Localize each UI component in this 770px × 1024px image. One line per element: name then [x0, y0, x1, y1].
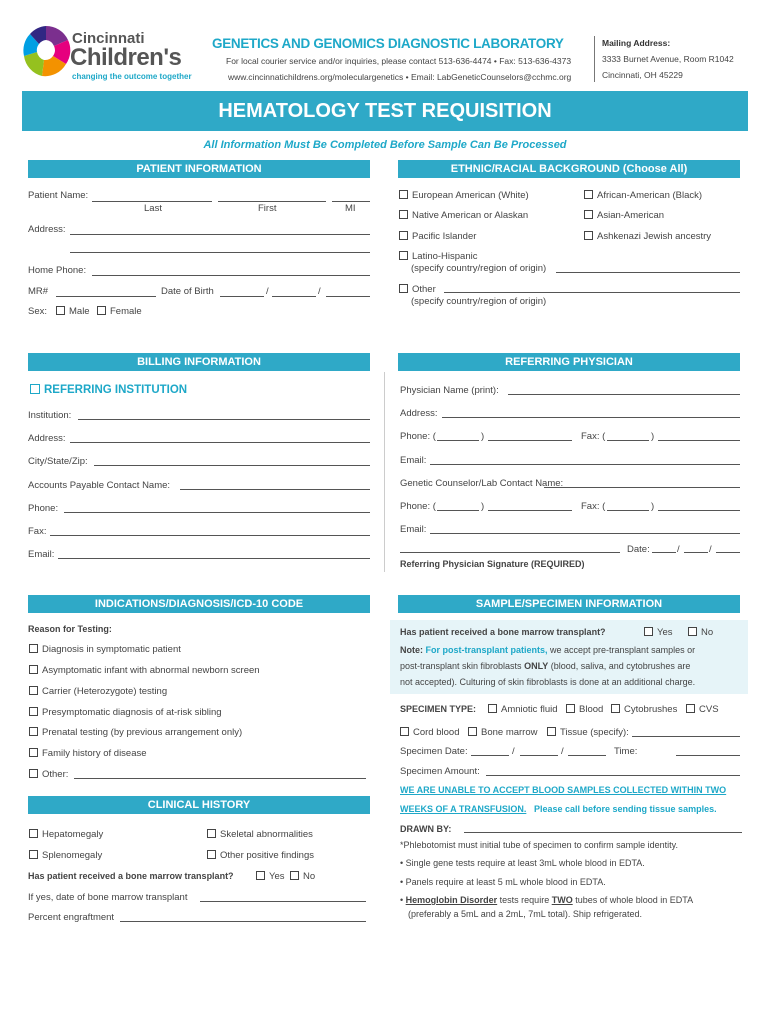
page-title: HEMATOLOGY TEST REQUISITION [218, 100, 552, 122]
female-option[interactable] [97, 306, 142, 317]
physician-phone-label: Phone: ( [400, 431, 436, 442]
type-cord[interactable] [400, 727, 459, 738]
gc-label: Genetic Counselor/Lab Contact Name: [400, 478, 564, 489]
lab-name: GENETICS AND GENOMICS DIAGNOSTIC LABORATORY [212, 36, 564, 51]
checkbox[interactable] [207, 829, 216, 838]
male-option[interactable] [56, 306, 90, 317]
option-label: Latino-Hispanic [412, 251, 478, 262]
checkbox[interactable] [584, 231, 593, 240]
two-emphasis: TWO [551, 895, 573, 905]
physician-phone-field[interactable] [488, 440, 572, 441]
indication-option-family[interactable] [29, 748, 147, 759]
ethnic-option-african[interactable] [584, 190, 702, 201]
note-text: post-transplant skin fibroblasts [400, 661, 525, 671]
billing-phone-label: Phone: [28, 503, 59, 514]
logo [20, 22, 200, 84]
indication-option-prenatal[interactable] [29, 727, 242, 738]
checkbox[interactable] [399, 284, 408, 293]
specimen-bmt-yes[interactable] [644, 627, 673, 638]
type-cytobrushes[interactable] [611, 704, 677, 715]
sig-date-day[interactable] [684, 552, 708, 553]
physician-header [398, 353, 740, 371]
type-amniotic[interactable] [488, 704, 558, 715]
checkbox[interactable] [29, 707, 38, 716]
ethnic-option-native[interactable] [399, 210, 528, 221]
dob-day-field[interactable] [272, 296, 316, 297]
indication-option-other[interactable] [29, 769, 68, 780]
option-label: Carrier (Heterozygote) testing [42, 686, 168, 697]
physician-fax-label: Fax: ( [581, 431, 606, 442]
checkbox[interactable] [399, 190, 408, 199]
referring-institution-checkbox[interactable] [30, 384, 40, 394]
logo-tagline: changing the outcome together [72, 72, 192, 81]
checkbox[interactable] [207, 850, 216, 859]
title-banner [22, 91, 748, 131]
dob-slash-2: / [318, 286, 321, 297]
billing-fax-label: Fax: [28, 526, 47, 537]
bullet-hemoglobin-cont: (preferably a 5mL and a 2mL, 7mL total). Ship refrigerated. [408, 909, 642, 919]
ethnic-option-asian[interactable] [584, 210, 664, 221]
phlebotomist-note: *Phlebotomist must initial tube of specimen to confirm sample identity. [400, 840, 678, 850]
logo-mark-icon [20, 22, 72, 80]
option-label: Other [412, 284, 436, 295]
option-label: European American (White) [412, 190, 529, 201]
gc-phone-area[interactable] [437, 510, 479, 511]
note-prefix: Note: [400, 645, 426, 655]
other-findings-option[interactable] [207, 850, 314, 861]
ethnic-header [398, 160, 740, 178]
gc-fax-area[interactable] [607, 510, 649, 511]
phone-paren: ) [481, 431, 485, 442]
checkbox[interactable] [399, 251, 408, 260]
option-label: Diagnosis in symptomatic patient [42, 644, 181, 655]
first-name-field[interactable] [218, 201, 326, 202]
physician-fax-field[interactable] [658, 440, 740, 441]
checkbox[interactable] [547, 727, 556, 736]
note-line2 [400, 661, 690, 671]
physician-fax-area[interactable] [607, 440, 649, 441]
patient-info-header [28, 160, 370, 178]
physician-address-field[interactable] [442, 417, 740, 418]
checkbox[interactable] [584, 190, 593, 199]
billing-institution-label: Institution: [28, 410, 72, 421]
bmt-date-field[interactable] [200, 901, 366, 902]
transfusion-warning-1: WE ARE UNABLE TO ACCEPT BLOOD SAMPLES COLLECTED WITHIN TWO [400, 785, 727, 795]
bullet-text: Single gene tests require at least 3mL whole blood in EDTA. [405, 858, 645, 868]
date-label: Date: [627, 544, 650, 555]
note-text: we accept pre-transplant samples or [547, 645, 696, 655]
ethnic-option-latino[interactable] [399, 251, 477, 262]
checkbox[interactable] [688, 627, 697, 636]
last-name-field[interactable] [92, 201, 212, 202]
mr-field[interactable] [56, 296, 156, 297]
option-label: Asian-American [597, 210, 665, 221]
gc-fax-field[interactable] [658, 510, 740, 511]
hemoglobin-disorder: Hemoglobin Disorder [405, 895, 498, 905]
female-label: Female [110, 306, 142, 317]
option-label: No [701, 627, 714, 638]
option-label: Pacific Islander [412, 231, 477, 242]
billing-address-field[interactable] [70, 442, 370, 443]
indications-title: INDICATIONS/DIAGNOSIS/ICD-10 CODE [94, 598, 304, 610]
bullet-panels: • Panels require at least 5 mL whole blood in EDTA. [400, 877, 606, 887]
last-caption: Last [144, 203, 162, 214]
specimen-time-field[interactable] [676, 755, 740, 756]
checkbox[interactable] [29, 686, 38, 695]
checkbox[interactable] [488, 704, 497, 713]
option-label: Blood [579, 704, 604, 715]
checkbox[interactable] [584, 210, 593, 219]
specimen-title: SAMPLE/SPECIMEN INFORMATION [475, 598, 663, 610]
indication-option-newborn[interactable] [29, 665, 260, 676]
billing-address-label: Address: [28, 433, 66, 444]
specimen-type-label: SPECIMEN TYPE: [400, 704, 477, 714]
logo-line2: Children's [70, 44, 182, 71]
checkbox[interactable] [644, 627, 653, 636]
billing-email-label: Email: [28, 549, 55, 560]
checkbox[interactable] [399, 231, 408, 240]
address-label: Address: [28, 224, 66, 235]
logo-line1: Cincinnati [72, 30, 145, 47]
indication-option-symptomatic[interactable] [29, 644, 181, 655]
dob-year-field[interactable] [326, 296, 370, 297]
billing-fax-field[interactable] [50, 535, 370, 536]
hepatomegaly-option[interactable] [29, 829, 103, 840]
physician-email-label: Email: [400, 455, 427, 466]
specimen-date-day[interactable] [520, 755, 558, 756]
gc-email-label: Email: [400, 524, 427, 535]
checkbox[interactable] [256, 871, 265, 880]
option-label: Other positive findings [220, 850, 314, 861]
gc-phone-label: Phone: ( [400, 501, 436, 512]
checkbox[interactable] [686, 704, 695, 713]
sex-label: Sex: [28, 306, 48, 317]
spec-slash: / [512, 746, 515, 757]
option-label: Amniotic fluid [501, 704, 558, 715]
specimen-header [398, 595, 740, 613]
splenomegaly-option[interactable] [29, 850, 102, 861]
indication-other-field[interactable] [74, 778, 366, 779]
contact-line1: For local courier service and/or inquiries, please contact 513-636-4474 • Fax: 513-636-4373 [226, 56, 572, 66]
checkbox[interactable] [566, 704, 575, 713]
address-field-2[interactable] [70, 252, 370, 253]
ethnic-option-ashkenazi[interactable] [584, 231, 711, 242]
mail-line2: Cincinnati, OH 45229 [602, 70, 683, 80]
signature-caption: Referring Physician Signature (REQUIRED) [400, 559, 585, 569]
referring-institution-label: REFERRING INSTITUTION [44, 384, 188, 396]
latino-origin-field[interactable] [556, 272, 740, 273]
home-phone-label: Home Phone: [28, 265, 87, 276]
physician-divider [384, 372, 385, 572]
specimen-date-month[interactable] [471, 755, 509, 756]
note-text: (blood, saliva, and cytobrushes are [548, 661, 691, 671]
mi-caption: MI [345, 203, 356, 214]
drawn-by-field[interactable] [464, 832, 742, 833]
fax-paren: ) [651, 431, 655, 442]
note-line1 [400, 645, 695, 655]
sig-slash: / [677, 544, 680, 555]
drawn-by-label: DRAWN BY: [400, 824, 452, 834]
specimen-time-label: Time: [614, 746, 638, 757]
option-label: Cord blood [413, 727, 460, 738]
option-label: Asymptomatic infant with abnormal newborn screen [42, 665, 260, 676]
option-label: Family history of disease [42, 748, 147, 759]
note-highlight: For post-transplant patients, [425, 645, 548, 655]
dob-label: Date of Birth [161, 286, 214, 297]
clinical-header [28, 796, 370, 814]
option-label: Splenomegaly [42, 850, 103, 861]
option-label: African-American (Black) [597, 190, 703, 201]
referring-institution-option[interactable] [30, 384, 187, 396]
mr-label: MR# [28, 286, 49, 297]
ethnic-option-other[interactable] [399, 284, 436, 295]
checkbox[interactable] [29, 850, 38, 859]
physician-email-field[interactable] [430, 464, 740, 465]
subtitle: All Information Must Be Completed Before Sample Can Be Processed [203, 139, 567, 151]
physician-name-field[interactable] [508, 394, 740, 395]
note-only: ONLY [524, 661, 549, 671]
dob-slash: / [266, 286, 269, 297]
male-checkbox[interactable] [56, 306, 65, 315]
checkbox[interactable] [29, 748, 38, 757]
gc-field[interactable] [544, 487, 740, 488]
option-label: Ashkenazi Jewish ancestry [597, 231, 712, 242]
bmt-date-label: If yes, date of bone marrow transplant [28, 892, 188, 903]
physician-name-label: Physician Name (print): [400, 385, 499, 396]
dob-month-field[interactable] [220, 296, 264, 297]
specimen-amount-label: Specimen Amount: [400, 766, 480, 777]
reason-label: Reason for Testing: [28, 624, 112, 634]
billing-city-field[interactable] [94, 465, 370, 466]
option-label: Yes [269, 871, 285, 882]
clinical-title: CLINICAL HISTORY [147, 799, 251, 811]
type-cvs[interactable] [686, 704, 719, 715]
indications-header [28, 595, 370, 613]
checkbox[interactable] [290, 871, 299, 880]
option-label: Bone marrow [481, 727, 538, 738]
bullet-single-gene: • Single gene tests require at least 3mL whole blood in EDTA. [400, 858, 645, 868]
engraftment-field[interactable] [120, 921, 366, 922]
header-divider [594, 36, 595, 82]
patient-name-label: Patient Name: [28, 190, 89, 201]
physician-address-label: Address: [400, 408, 438, 419]
female-checkbox[interactable] [97, 306, 106, 315]
option-label: Yes [657, 627, 673, 638]
patient-info-title: PATIENT INFORMATION [136, 163, 262, 175]
mail-line1: 3333 Burnet Avenue, Room R1042 [602, 54, 734, 64]
indication-option-carrier[interactable] [29, 686, 167, 697]
physician-title: REFERRING PHYSICIAN [505, 356, 633, 368]
checkbox[interactable] [29, 644, 38, 653]
billing-ap-contact-label: Accounts Payable Contact Name: [28, 480, 171, 491]
bullet-text: tubes of whole blood in EDTA [572, 895, 694, 905]
specimen-date-label: Specimen Date: [400, 746, 468, 757]
address-field-1[interactable] [70, 234, 370, 235]
clinical-bmt-question: Has patient received a bone marrow transplant? [28, 871, 234, 881]
specimen-amount-field[interactable] [486, 775, 740, 776]
checkbox[interactable] [400, 727, 409, 736]
other-origin-field[interactable] [444, 292, 740, 293]
specimen-date-year[interactable] [568, 755, 606, 756]
type-tissue[interactable] [547, 727, 629, 738]
ethnic-option-european[interactable] [399, 190, 529, 201]
billing-city-label: City/State/Zip: [28, 456, 88, 467]
option-label: Presymptomatic diagnosis of at-risk sibling [42, 707, 222, 718]
ethnic-title: ETHNIC/RACIAL BACKGROUND (Choose All) [450, 163, 688, 175]
transfusion-warning-2: WEEKS OF A TRANSFUSION. [400, 804, 527, 814]
checkbox[interactable] [29, 665, 38, 674]
fax-paren-2: ) [651, 501, 655, 512]
ethnic-option-pacific[interactable] [399, 231, 476, 242]
specimen-bmt-no[interactable] [688, 627, 713, 638]
note-line3: not accepted). Culturing of skin fibroblasts is done at an additional charge. [400, 677, 696, 687]
sig-date-month[interactable] [652, 552, 676, 553]
tissue-field[interactable] [632, 736, 740, 737]
option-label: Tissue (specify): [560, 727, 629, 738]
indication-option-presymptomatic[interactable] [29, 707, 222, 718]
latino-sub: (specify country/region of origin) [411, 263, 547, 274]
billing-title: BILLING INFORMATION [137, 356, 261, 368]
bullet-text: Panels require at least 5 mL whole blood in EDTA. [405, 877, 606, 887]
type-marrow[interactable] [468, 727, 538, 738]
checkbox[interactable] [29, 727, 38, 736]
contact-line2: www.cincinnatichildrens.org/moleculargenetics • Email: LabGeneticCounselors@cchmc.org [228, 72, 572, 82]
option-label: Hepatomegaly [42, 829, 104, 840]
option-label: Cytobrushes [624, 704, 678, 715]
checkbox[interactable] [399, 210, 408, 219]
bullet-text: tests require [497, 895, 552, 905]
gc-phone-field[interactable] [488, 510, 572, 511]
billing-phone-field[interactable] [64, 512, 370, 513]
clinical-bmt-no[interactable] [290, 871, 315, 882]
gc-fax-label: Fax: ( [581, 501, 606, 512]
checkbox[interactable] [29, 829, 38, 838]
phone-paren-2: ) [481, 501, 485, 512]
skeletal-option[interactable] [207, 829, 313, 840]
mi-field[interactable] [332, 201, 370, 202]
engraftment-label: Percent engraftment [28, 912, 115, 923]
checkbox[interactable] [611, 704, 620, 713]
billing-email-field[interactable] [58, 558, 370, 559]
option-label: No [303, 871, 316, 882]
billing-ap-contact-field[interactable] [180, 489, 370, 490]
checkbox[interactable] [29, 769, 38, 778]
type-blood[interactable] [566, 704, 603, 715]
other-sub: (specify country/region of origin) [411, 296, 547, 307]
sig-date-year[interactable] [716, 552, 740, 553]
specimen-bmt-question: Has patient received a bone marrow transplant? [400, 627, 606, 637]
spec-slash-2: / [561, 746, 564, 757]
option-label: Prenatal testing (by previous arrangement only) [42, 727, 243, 738]
signature-field[interactable] [400, 552, 620, 553]
bullet-hemoglobin: • Hemoglobin Disorder tests require TWO tubes of whole blood in EDTA [400, 895, 694, 905]
gc-email-field[interactable] [430, 533, 740, 534]
option-label: Native American or Alaskan [412, 210, 529, 221]
billing-institution-field[interactable] [78, 419, 370, 420]
tissue-call-note: Please call before sending tissue samples. [534, 804, 717, 814]
first-caption: First [258, 203, 277, 214]
billing-header [28, 353, 370, 371]
option-label: Skeletal abnormalities [220, 829, 313, 840]
checkbox[interactable] [468, 727, 477, 736]
home-phone-field[interactable] [92, 275, 370, 276]
physician-phone-area[interactable] [437, 440, 479, 441]
sig-slash-2: / [709, 544, 712, 555]
mail-label: Mailing Address: [602, 38, 671, 48]
option-label: CVS [699, 704, 719, 715]
clinical-bmt-yes[interactable] [256, 871, 285, 882]
option-label: Other: [42, 769, 69, 780]
male-label: Male [69, 306, 90, 317]
